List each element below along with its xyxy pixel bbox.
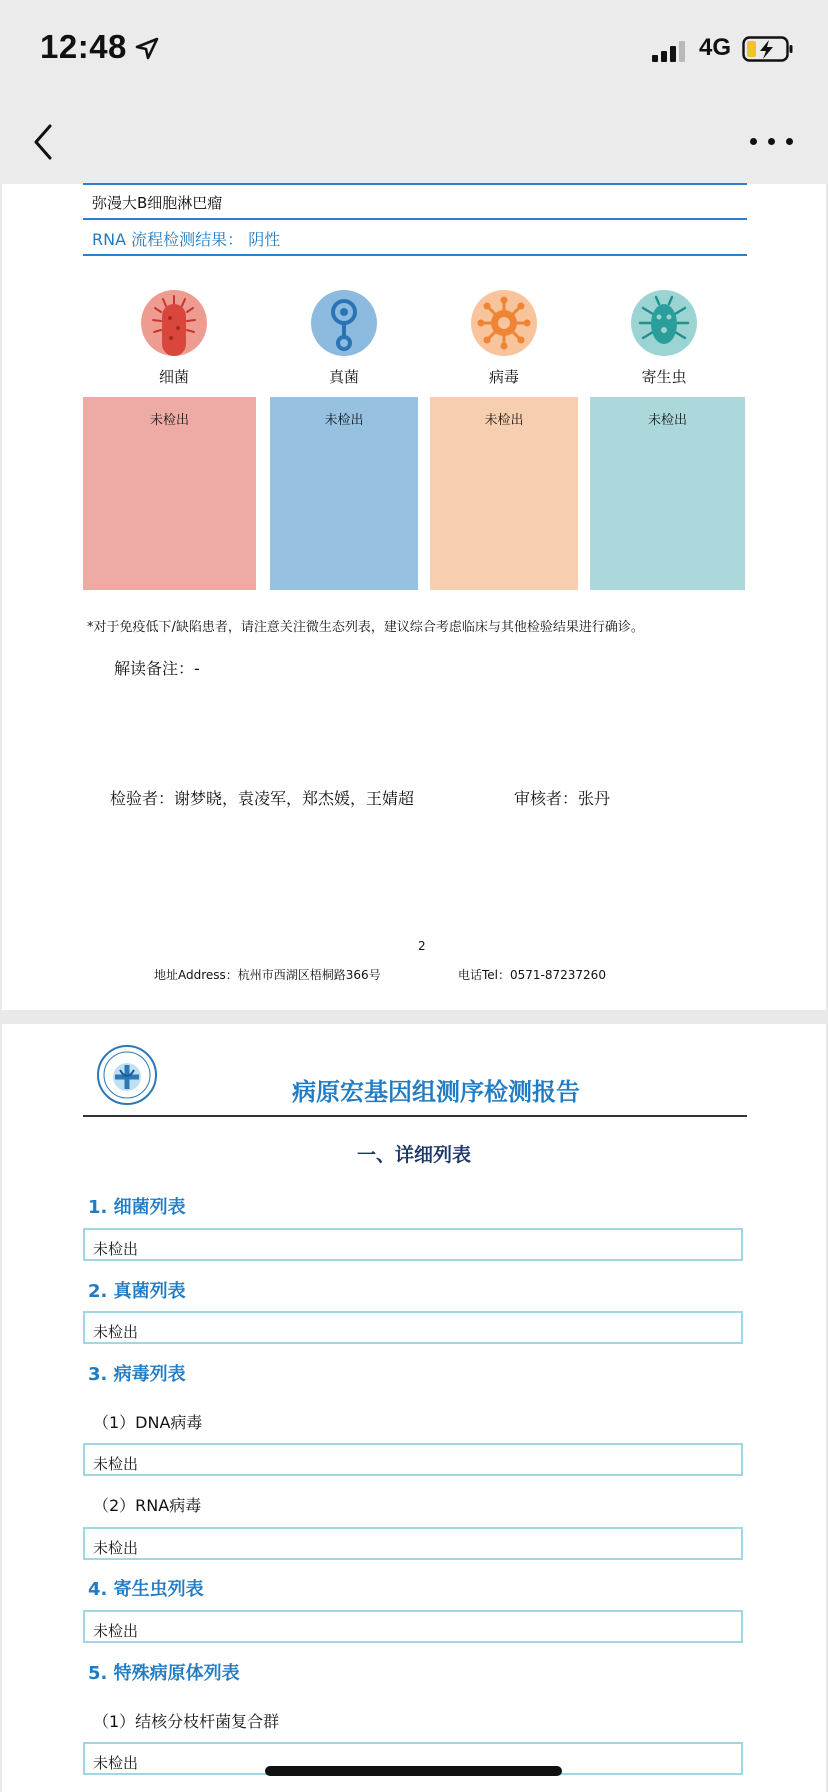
footer-tel: 电话Tel：0571-87237260 [458, 968, 606, 982]
parasite-list-box [83, 1610, 743, 1643]
divider [83, 254, 747, 256]
fungus-list-box [83, 1311, 743, 1344]
special-pathogen-heading: 5. 特殊病原体列表 [88, 1663, 240, 1684]
home-indicator[interactable] [265, 1766, 562, 1776]
signal-icon [652, 40, 690, 62]
status-bar [0, 0, 828, 100]
page-number: 2 [418, 939, 426, 953]
fungus-icon [311, 290, 377, 356]
result-status: 未检出 [484, 413, 524, 428]
report-page-2 [2, 1024, 826, 1792]
footnote: *对于免疫低下/缺陷患者，请注意关注微生态列表，建议综合考虑临床与其他检验结果进行确诊。 [87, 620, 644, 635]
network-type: 4G [699, 34, 732, 61]
fungus-list-heading: 2. 真菌列表 [88, 1281, 186, 1302]
bacteria-icon [141, 290, 207, 356]
checkers: 检验者：谢梦晓，袁凌军，郑杰媛，王婧超 [110, 789, 415, 808]
nav-bar [0, 100, 828, 184]
result-status: 未检出 [93, 1323, 139, 1341]
result-status: 未检出 [93, 1240, 139, 1258]
dna-virus-box [83, 1443, 743, 1476]
result-status: 未检出 [93, 1754, 139, 1772]
rna-virus-box [83, 1527, 743, 1560]
category-label: 寄生虫 [641, 368, 687, 386]
footer-address: 地址Address：杭州市西湖区梧桐路366号 [154, 968, 381, 982]
status-time: 12:48 [40, 28, 127, 65]
result-status: 未检出 [93, 1539, 139, 1557]
result-status: 未检出 [149, 413, 189, 428]
result-status: 未检出 [93, 1455, 139, 1473]
result-status: 未检出 [647, 413, 687, 428]
parasite-list-heading: 4. 寄生虫列表 [88, 1579, 204, 1600]
battery-charging-icon [742, 36, 794, 62]
report-title: 病原宏基因组测序检测报告 [292, 1078, 580, 1106]
result-status: 未检出 [324, 413, 364, 428]
more-dots-icon[interactable] [748, 130, 796, 152]
report-page-1 [2, 184, 826, 1010]
category-virus [459, 290, 549, 387]
divider [83, 218, 747, 220]
bacteria-list-box [83, 1228, 743, 1261]
location-arrow-icon [134, 36, 160, 62]
section-title: 一、详细列表 [356, 1144, 471, 1166]
category-bacteria [129, 290, 219, 387]
result-status: 未检出 [93, 1622, 139, 1640]
category-parasite [619, 290, 709, 387]
category-label: 病毒 [488, 368, 519, 386]
parasite-result-box [590, 397, 745, 590]
reviewer: 审核者：张丹 [514, 789, 611, 808]
bacteria-list-heading: 1. 细菌列表 [88, 1197, 186, 1218]
rna-result: RNA 流程检测结果： 阴性 [92, 230, 281, 249]
category-fungus [299, 290, 389, 387]
parasite-icon [631, 290, 697, 356]
diagnosis-text: 弥漫大B细胞淋巴瘤 [92, 194, 223, 212]
category-label: 细菌 [158, 368, 189, 386]
title-divider [83, 1115, 747, 1117]
divider [83, 183, 747, 185]
tb-complex-subheading: （1）结核分枝杆菌复合群 [93, 1712, 280, 1731]
virus-result-box [430, 397, 578, 590]
virus-list-heading: 3. 病毒列表 [88, 1364, 186, 1385]
dna-virus-subheading: （1）DNA病毒 [93, 1413, 203, 1432]
fungus-result-box [270, 397, 418, 590]
interpretation-remark: 解读备注：- [114, 659, 200, 678]
rna-virus-subheading: （2）RNA病毒 [93, 1496, 202, 1515]
chevron-left-icon[interactable] [28, 120, 58, 164]
bacteria-result-box [83, 397, 256, 590]
virus-icon [471, 290, 537, 356]
category-label: 真菌 [328, 368, 359, 386]
